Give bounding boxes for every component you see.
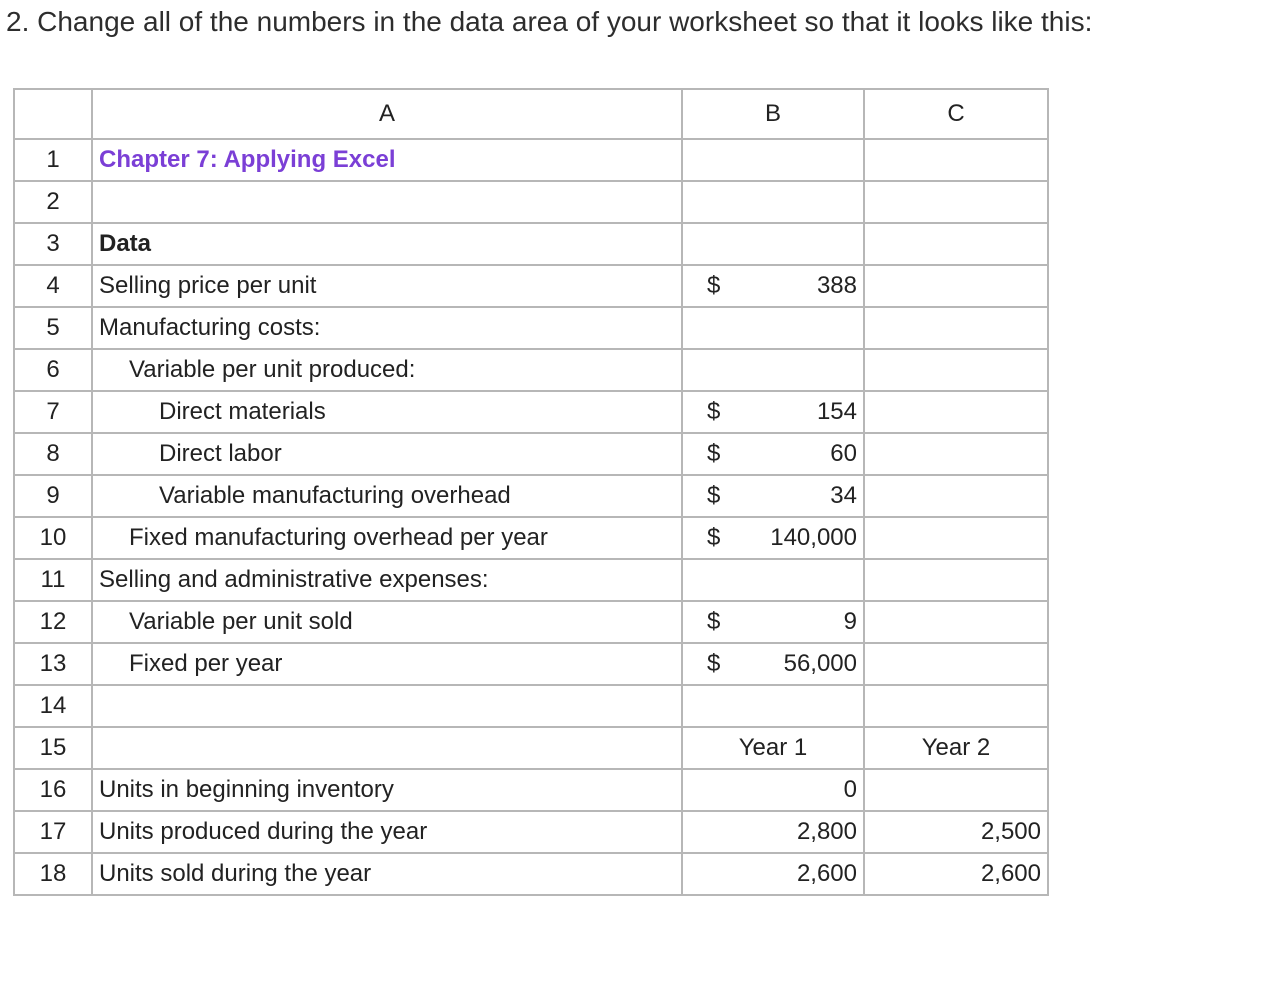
cell-a5[interactable]: Manufacturing costs: [92, 307, 682, 349]
select-all-corner[interactable] [14, 89, 92, 139]
row-header[interactable]: 10 [14, 517, 92, 559]
cell-b7[interactable] [682, 391, 864, 433]
currency-symbol: $ [707, 440, 721, 467]
row-header[interactable]: 16 [14, 769, 92, 811]
cell-b13[interactable] [682, 643, 864, 685]
cell-c14[interactable] [864, 685, 1048, 727]
cell-b5[interactable] [682, 307, 864, 349]
row-header[interactable]: 7 [14, 391, 92, 433]
cell-a6[interactable]: Variable per unit produced: [92, 349, 682, 391]
cell-value: 0 [843, 776, 857, 803]
cell-b9[interactable] [682, 475, 864, 517]
sheet-row [14, 223, 1048, 265]
sheet-row [14, 601, 1048, 643]
cell-a1[interactable] [92, 139, 682, 181]
cell-a11[interactable]: Selling and administrative expenses: [92, 559, 682, 601]
row-header[interactable]: 15 [14, 727, 92, 769]
sheet-row [14, 391, 1048, 433]
cell-a18[interactable]: Units sold during the year [92, 853, 682, 895]
cell-value: 2,500 [980, 818, 1041, 845]
row-header[interactable]: 2 [14, 181, 92, 223]
sheet-row [14, 643, 1048, 685]
sheet-row [14, 307, 1048, 349]
cell-a10[interactable]: Fixed manufacturing overhead per year [92, 517, 682, 559]
cell-c9[interactable] [864, 475, 1048, 517]
cell-c5[interactable] [864, 307, 1048, 349]
column-header-row [14, 89, 1048, 139]
cell-c18[interactable] [864, 853, 1048, 895]
cell-value: 34 [830, 482, 857, 509]
year-2-header: Year 2 [921, 734, 991, 761]
row-header[interactable]: 8 [14, 433, 92, 475]
sheet-row [14, 181, 1048, 223]
row-header[interactable]: 17 [14, 811, 92, 853]
cell-c3[interactable] [864, 223, 1048, 265]
section-label: Data [99, 230, 152, 257]
cell-value: 56,000 [783, 650, 857, 677]
sheet-row [14, 727, 1048, 769]
cell-a2[interactable] [92, 181, 682, 223]
sheet-row [14, 685, 1048, 727]
row-header[interactable]: 11 [14, 559, 92, 601]
column-header-a[interactable]: A [92, 89, 682, 139]
cell-a17[interactable]: Units produced during the year [92, 811, 682, 853]
sheet-row [14, 265, 1048, 307]
currency-symbol: $ [707, 524, 721, 551]
currency-symbol: $ [707, 398, 721, 425]
cell-value: 388 [816, 272, 857, 299]
row-header[interactable]: 5 [14, 307, 92, 349]
cell-c16[interactable] [864, 769, 1048, 811]
cell-value: 2,800 [796, 818, 857, 845]
row-header[interactable]: 13 [14, 643, 92, 685]
cell-value: 9 [843, 608, 857, 635]
cell-b18[interactable] [682, 853, 864, 895]
cell-a4[interactable]: Selling price per unit [92, 265, 682, 307]
cell-c12[interactable] [864, 601, 1048, 643]
row-header[interactable]: 9 [14, 475, 92, 517]
column-header-b[interactable]: B [682, 89, 864, 139]
cell-value: 60 [830, 440, 857, 467]
cell-b11[interactable] [682, 559, 864, 601]
cell-c6[interactable] [864, 349, 1048, 391]
cell-c10[interactable] [864, 517, 1048, 559]
cell-c17[interactable] [864, 811, 1048, 853]
cell-value: 2,600 [980, 860, 1041, 887]
sheet-row [14, 139, 1048, 181]
cell-a12[interactable]: Variable per unit sold [92, 601, 682, 643]
sheet-row [14, 475, 1048, 517]
cell-c11[interactable] [864, 559, 1048, 601]
cell-c1[interactable] [864, 139, 1048, 181]
currency-symbol: $ [707, 608, 721, 635]
cell-b2[interactable] [682, 181, 864, 223]
cell-c2[interactable] [864, 181, 1048, 223]
sheet-row [14, 517, 1048, 559]
cell-b4[interactable] [682, 265, 864, 307]
cell-b6[interactable] [682, 349, 864, 391]
row-header[interactable]: 1 [14, 139, 92, 181]
cell-value: 2,600 [796, 860, 857, 887]
cell-b17[interactable] [682, 811, 864, 853]
year-1-header: Year 1 [738, 734, 808, 761]
cell-b10[interactable] [682, 517, 864, 559]
cell-a16[interactable]: Units in beginning inventory [92, 769, 682, 811]
currency-symbol: $ [707, 482, 721, 509]
cell-c13[interactable] [864, 643, 1048, 685]
currency-symbol: $ [707, 272, 721, 299]
cell-a3[interactable] [92, 223, 682, 265]
cell-a8[interactable]: Direct labor [92, 433, 682, 475]
currency-symbol: $ [707, 650, 721, 677]
cell-b8[interactable] [682, 433, 864, 475]
column-header-c[interactable]: C [864, 89, 1048, 139]
cell-a15[interactable] [92, 727, 682, 769]
row-header[interactable]: 4 [14, 265, 92, 307]
row-header[interactable]: 6 [14, 349, 92, 391]
sheet-row [14, 853, 1048, 895]
sheet-row [14, 811, 1048, 853]
cell-a14[interactable] [92, 685, 682, 727]
cell-a9[interactable]: Variable manufacturing overhead [92, 475, 682, 517]
cell-b16[interactable] [682, 769, 864, 811]
cell-c15[interactable] [864, 727, 1048, 769]
cell-b14[interactable] [682, 685, 864, 727]
sheet-row [14, 769, 1048, 811]
row-header[interactable]: 12 [14, 601, 92, 643]
cell-b15[interactable] [682, 727, 864, 769]
cell-a7[interactable]: Direct materials [92, 391, 682, 433]
sheet-title: Chapter 7: Applying Excel [99, 146, 396, 173]
cell-b12[interactable] [682, 601, 864, 643]
cell-b3[interactable] [682, 223, 864, 265]
sheet-row [14, 559, 1048, 601]
instruction-text: 2. Change all of the numbers in the data area of your worksheet so that it looks like this: [6, 6, 1093, 37]
row-header[interactable]: 18 [14, 853, 92, 895]
cell-c7[interactable] [864, 391, 1048, 433]
sheet-row [14, 433, 1048, 475]
row-header[interactable]: 14 [14, 685, 92, 727]
row-header[interactable]: 3 [14, 223, 92, 265]
cell-a13[interactable]: Fixed per year [92, 643, 682, 685]
cell-b1[interactable] [682, 139, 864, 181]
cell-value: 154 [816, 398, 857, 425]
cell-c8[interactable] [864, 433, 1048, 475]
sheet-row [14, 349, 1048, 391]
spreadsheet-grid [13, 88, 1049, 896]
cell-c4[interactable] [864, 265, 1048, 307]
cell-value: 140,000 [770, 524, 857, 551]
